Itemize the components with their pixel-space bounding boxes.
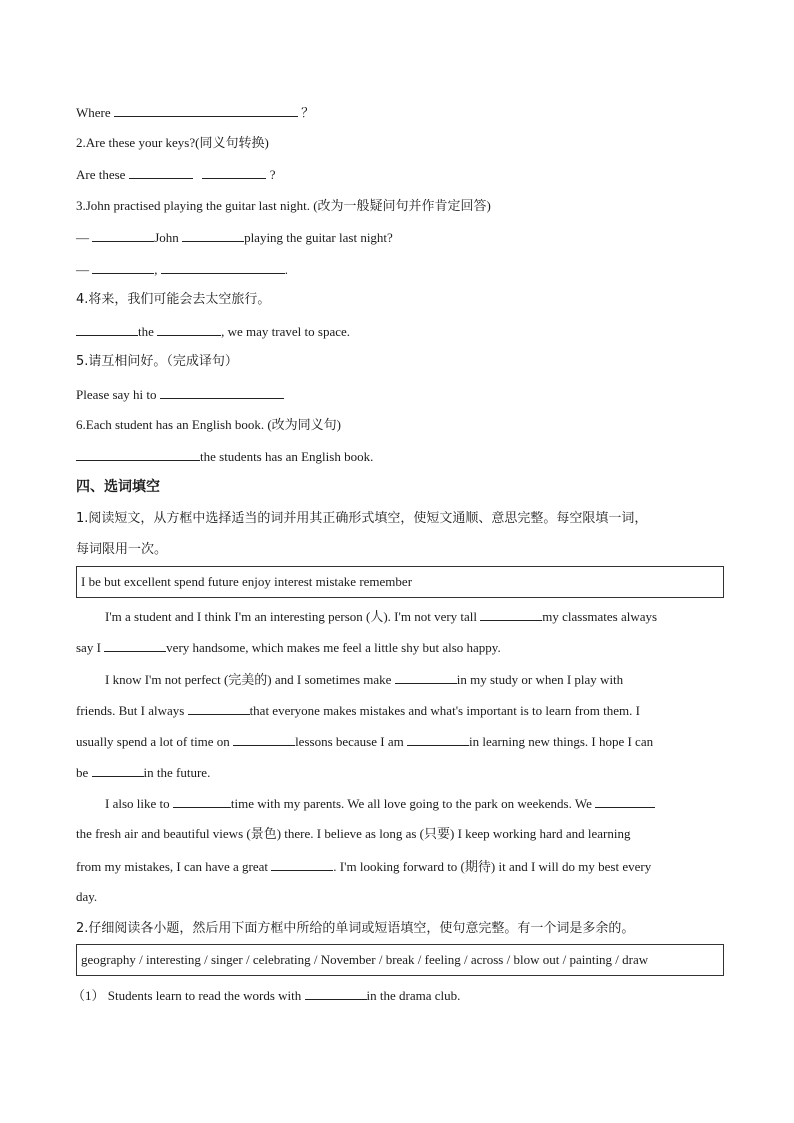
answer-blank[interactable] — [182, 229, 244, 242]
answer-blank[interactable] — [202, 166, 266, 179]
q2-answer-suffix: ? — [269, 167, 276, 182]
q5-prefix: Please say hi to — [76, 387, 157, 402]
word-bank-text: I be but excellent spend future enjoy interest mistake remember — [81, 574, 413, 589]
answer-blank[interactable] — [271, 858, 333, 871]
passage-text: friends. But I always — [76, 703, 185, 718]
q3-answer-line-2 — [76, 261, 288, 278]
passage-line — [76, 671, 623, 688]
passage-text: say I — [76, 640, 101, 655]
section-heading: 四、选词填空 — [76, 479, 160, 495]
passage1-instruction-line2: 每词限用一次。 — [76, 542, 168, 557]
q2-answer-line — [76, 166, 275, 183]
q6-prompt: 6.Each student has an English book. (改为同义句) — [76, 417, 342, 432]
word-bank-box-2 — [76, 944, 724, 976]
passage-line — [76, 764, 210, 781]
passage-text: from my mistakes, I can have a great — [76, 859, 269, 874]
p2-question-1 — [72, 987, 460, 1004]
answer-blank[interactable] — [114, 104, 298, 117]
question-text: Students learn to read the words with — [107, 988, 302, 1003]
q5-answer-line — [76, 386, 284, 403]
passage-text: I know I'm not perfect (完美的) and I sometimes make — [105, 672, 392, 687]
passage-line — [76, 795, 655, 812]
passage-text: that everyone makes mistakes and what's important is to learn from them. I — [249, 703, 640, 718]
q6-end: the students has an English book. — [200, 449, 374, 464]
answer-blank[interactable] — [104, 639, 166, 652]
q3-line1-end: playing the guitar last night? — [244, 230, 393, 245]
answer-blank[interactable] — [188, 702, 250, 715]
passage-line — [76, 733, 653, 750]
q4-end: , we may travel to space. — [221, 324, 351, 339]
answer-blank[interactable] — [407, 733, 469, 746]
passage-text: in the future. — [143, 765, 211, 780]
answer-blank[interactable] — [161, 261, 285, 274]
q5-prompt: 5.请互相问好。（完成译句） — [76, 354, 238, 369]
q3-prompt: 3.John practised playing the guitar last night. (改为一般疑问句并作肯定回答) — [76, 198, 491, 213]
passage2-instruction: 2.仔细阅读各小题，然后用下面方框中所给的单词或短语填空，使句意完整。有一个词是多余的。 — [76, 921, 635, 936]
q3-answer-line-1 — [76, 229, 393, 246]
passage-text: very handsome, which makes me feel a little shy but also happy. — [166, 640, 501, 655]
q1-answer-line — [76, 104, 314, 121]
answer-blank[interactable] — [173, 795, 231, 808]
passage-line — [76, 858, 651, 875]
passage-line — [76, 639, 501, 656]
answer-blank[interactable] — [129, 166, 193, 179]
word-bank-box — [76, 566, 724, 598]
question-number: （1） — [72, 988, 105, 1003]
passage-text: in learning new things. I hope I can — [468, 734, 654, 749]
q1-answer-prefix: Where — [76, 105, 111, 120]
passage-text: . I'm looking forward to (期待) it and I will do my best every — [333, 859, 652, 874]
passage-text: in my study or when I play with — [456, 672, 624, 687]
q4-prompt: 4.将来，我们可能会去太空旅行。 — [76, 292, 271, 307]
period: . — [284, 262, 288, 277]
q6-answer-line — [76, 448, 373, 465]
answer-blank[interactable] — [305, 987, 367, 1000]
dash: — — [76, 262, 89, 277]
passage-text: I'm a student and I think I'm an interesting person (人). I'm not very tall — [105, 609, 478, 624]
passage-line — [76, 702, 640, 719]
q2-answer-prefix: Are these — [76, 167, 126, 182]
passage-text: I also like to — [105, 796, 170, 811]
answer-blank[interactable] — [480, 608, 542, 621]
passage-text: time with my parents. We all love going to the park on weekends. We — [230, 796, 592, 811]
question-text: in the drama club. — [366, 988, 461, 1003]
passage-text: lessons because I am — [295, 734, 404, 749]
q3-line1-mid: John — [154, 230, 179, 245]
q4-mid: the — [138, 324, 154, 339]
passage-line: the fresh air and beautiful views (景色) there. I believe as long as (只要) I keep working hard and learning — [76, 826, 631, 841]
passage-text: be — [76, 765, 89, 780]
comma: , — [154, 262, 158, 277]
dash: — — [76, 230, 89, 245]
passage-text: usually spend a lot of time on — [76, 734, 230, 749]
word-bank-text-2: geography / interesting / singer / celebrating / November / break / feeling / across / blow out / painting / draw — [81, 952, 649, 967]
passage-line: day. — [76, 889, 98, 904]
q1-answer-suffix: ？ — [301, 105, 315, 120]
q4-answer-line — [76, 323, 350, 340]
passage1-instruction-line1: 1.阅读短文，从方框中选择适当的词并用其正确形式填空，使短文通顺、意思完整。每空限填一词， — [76, 511, 648, 526]
passage-line — [76, 608, 657, 625]
answer-blank[interactable] — [233, 733, 295, 746]
answer-blank[interactable] — [157, 323, 221, 336]
answer-blank[interactable] — [92, 229, 154, 242]
answer-blank[interactable] — [92, 261, 154, 274]
answer-blank[interactable] — [595, 795, 655, 808]
answer-blank[interactable] — [160, 386, 284, 399]
passage-text: my classmates always — [542, 609, 658, 624]
answer-blank[interactable] — [76, 323, 138, 336]
q2-prompt: 2.Are these your keys?(同义句转换) — [76, 135, 269, 150]
answer-blank[interactable] — [395, 671, 457, 684]
answer-blank[interactable] — [92, 764, 144, 777]
answer-blank[interactable] — [76, 448, 200, 461]
